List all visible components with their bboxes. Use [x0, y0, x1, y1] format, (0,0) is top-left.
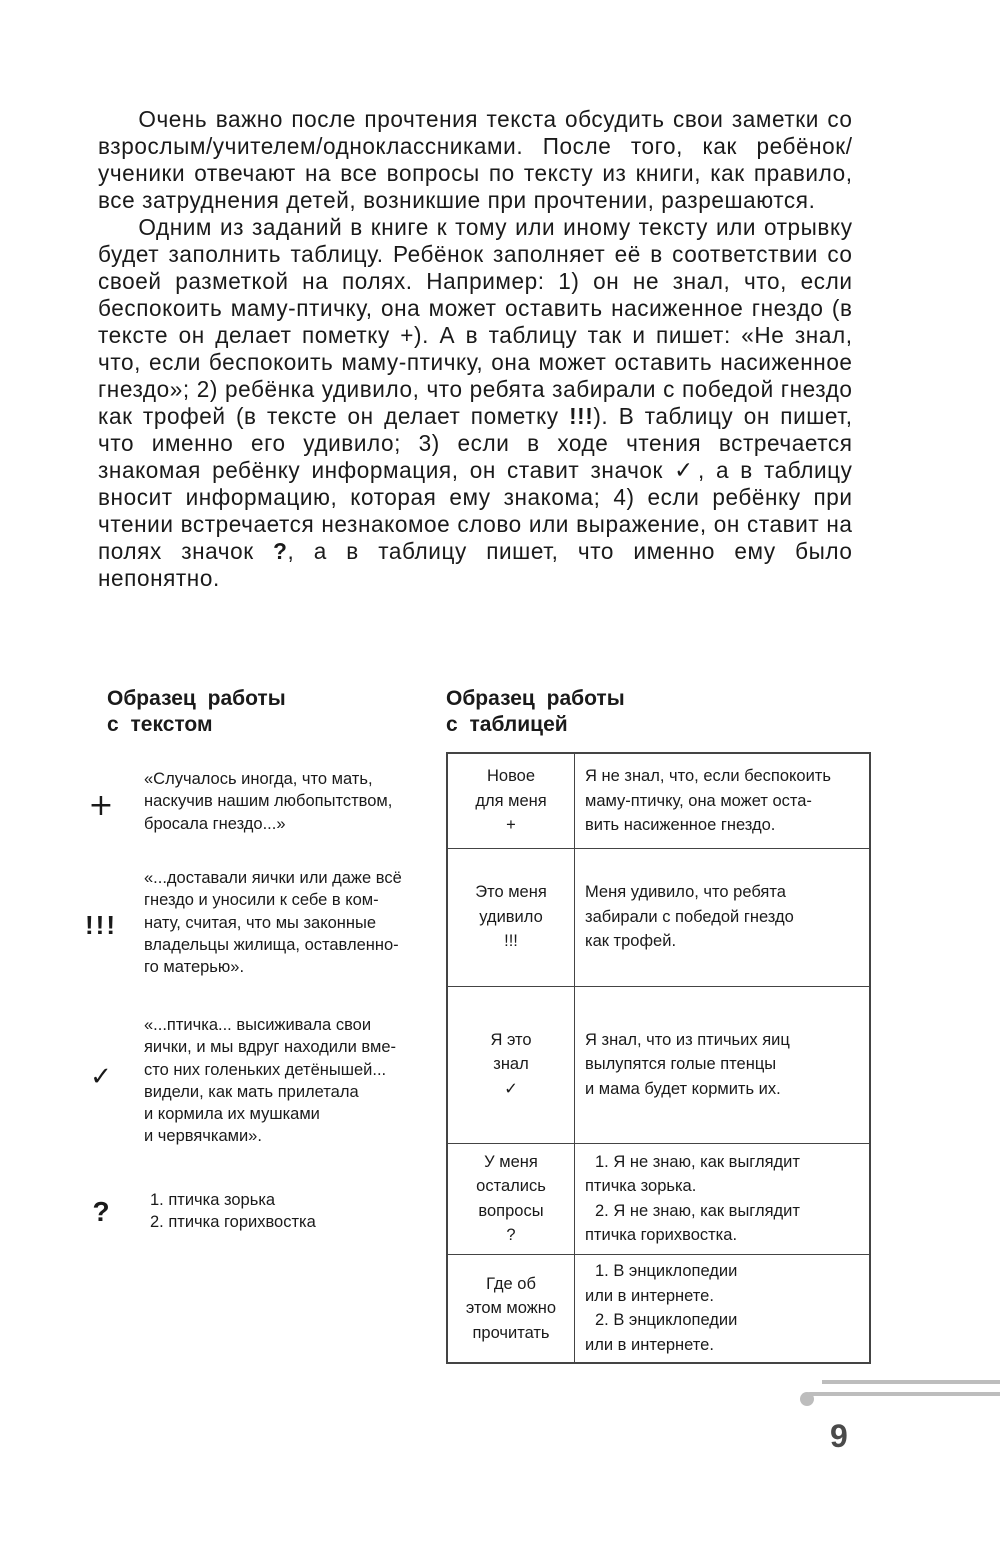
cell-line: знал: [493, 1055, 529, 1074]
paragraph-2-text: , а в таблицу вносит информацию, которая ему знакома; 4) если ребёнку при чтении встречается незнакомое слово или выражение, он ставит на полях значок: [98, 457, 853, 564]
question-list: [150, 1189, 450, 1234]
cell-line: Новое: [486, 767, 536, 785]
exclamation-mark-inline: !!!: [569, 403, 594, 429]
cell-line: вылупятся голые птенцы: [585, 1055, 777, 1074]
quote-line: бросала гнездо...»: [144, 814, 286, 833]
body-text: [98, 106, 853, 592]
quote-line: гнездо и уносили к себе в ком-: [144, 891, 379, 910]
question-icon: ?: [506, 1226, 516, 1244]
decorative-line: [806, 1392, 1000, 1396]
paragraph-2: [98, 214, 853, 592]
title-line: с текстом: [107, 713, 213, 736]
cell-line: маму-птичку, она может оста-: [585, 791, 812, 810]
cell-line: для меня: [475, 791, 547, 810]
checkmark-icon: ✓: [674, 457, 698, 483]
cell-line: как трофей.: [585, 932, 677, 951]
table-row: [447, 1254, 870, 1363]
category-cell: [447, 753, 575, 848]
paragraph-2-text: ). В таблицу он пишет, что именно его удивило; 3) если в ходе чтения встречается знакомая ребёнку информация, он ставит значок: [98, 403, 853, 483]
category-cell: [447, 1143, 575, 1254]
quote-line: яички, и мы вдруг находили вме-: [144, 1038, 397, 1057]
decorative-dot: [800, 1392, 814, 1406]
title-line: с таблицей: [446, 713, 568, 736]
table-row: [447, 753, 870, 848]
plus-icon: +: [506, 816, 516, 834]
answer-cell: [575, 1254, 871, 1363]
page-number: 9: [830, 1418, 848, 1454]
quote-line: го матерью».: [144, 958, 245, 977]
quote-line: и кормила их мушками: [144, 1105, 320, 1124]
title-line: Образец работы: [107, 687, 286, 710]
cell-line: Я это: [490, 1030, 532, 1049]
quote-line: «...птичка... высиживала свои: [144, 1016, 372, 1034]
quote-3: [144, 1014, 444, 1148]
answer-cell: [575, 986, 871, 1143]
exclamation-icon: !!!: [85, 910, 117, 940]
quote-1: [144, 768, 444, 835]
cell-line: Я знал, что из птичьих яиц: [585, 1030, 790, 1049]
text-sample-title: [107, 686, 286, 738]
answer-cell: [575, 753, 871, 848]
quote-line: видели, как мать прилетала: [144, 1082, 359, 1101]
cell-line: Я не знал, что, если беспокоить: [585, 767, 831, 785]
quote-line: наскучив нашим любопытством,: [144, 792, 393, 811]
paragraph-2-text: Одним из заданий в книге к тому или иному тексту или отрывку будет заполнить таблицу. Ребёнок заполняет её в соответствии со своей разметкой на полях. Например: 1) он не знал, что, если беспокоить маму-птичку, она может оставить насиженное гнездо (в тексте он делает пометку +). А в таблицу так и пишет: «Не знал, что, если беспокоить маму-птичку, она может оставить насиженное гнездо»; 2) ребёнка удивило, что ребята забирали с победой гнездо как трофей (в тексте он делает пометку: [98, 214, 853, 429]
decorative-line: [822, 1380, 1000, 1384]
answer-cell: [575, 848, 871, 986]
table-row: [447, 986, 870, 1143]
quote-line: сто них голеньких детёнышей...: [144, 1060, 387, 1079]
paragraph-2-text: , а в таблицу пишет, что именно ему было непонятно.: [98, 538, 853, 591]
cell-line: или в интернете.: [585, 1286, 714, 1305]
cell-line: забирали с победой гнездо: [585, 907, 794, 926]
cell-line: птичка зорька.: [585, 1177, 697, 1195]
paragraph-1: Очень важно после прочтения текста обсудить свои заметки со взрослым/учителем/одноклассниками. После того, как ребёнок/ученики отвечают на все вопросы по тексту из книги, как правило, все затруднения детей, возникшие при прочтении, разрешаются.: [98, 106, 853, 213]
table-row: [447, 848, 870, 986]
cell-line: вить насиженное гнездо.: [585, 816, 776, 834]
plus-icon: +: [88, 788, 114, 823]
answer-cell: [575, 1143, 871, 1254]
cell-line: удивило: [479, 907, 543, 926]
checkmark-icon: ✓: [90, 1062, 112, 1092]
cell-line: Где об: [486, 1274, 536, 1293]
cell-line: 2. Я не знаю, как выглядит: [595, 1201, 800, 1220]
cell-line: 1. В энциклопедии: [595, 1262, 738, 1281]
cell-line: У меня: [484, 1152, 538, 1171]
quote-line: «Случалось иногда, что мать,: [144, 770, 373, 788]
question-item: 1. птичка зорька: [150, 1191, 276, 1209]
cell-line: Это меня: [475, 883, 547, 902]
cell-line: вопросы: [478, 1201, 544, 1220]
quote-line: владельцы жилища, оставленно-: [144, 935, 399, 954]
quote-line: и червячками».: [144, 1127, 262, 1146]
sample-table: [446, 752, 871, 1364]
category-cell: [447, 986, 575, 1143]
cell-line: 1. Я не знаю, как выглядит: [595, 1152, 800, 1171]
question-icon: ?: [92, 1196, 110, 1227]
cell-line: прочитать: [472, 1323, 550, 1342]
title-line: Образец работы: [446, 687, 625, 710]
table-sample-title: [446, 686, 625, 738]
cell-line: 2. В энциклопедии: [595, 1311, 738, 1330]
cell-line: Меня удивило, что ребята: [585, 883, 786, 902]
cell-line: или в интернете.: [585, 1335, 714, 1354]
checkmark-icon: ✓: [504, 1079, 518, 1098]
cell-line: остались: [476, 1177, 546, 1195]
quote-line: нату, считая, что мы законные: [144, 913, 377, 932]
question-mark-inline: ?: [273, 538, 288, 564]
category-cell: [447, 848, 575, 986]
exclamation-icon: !!!: [504, 932, 518, 951]
category-cell: [447, 1254, 575, 1363]
cell-line: этом можно: [465, 1299, 557, 1317]
cell-line: птичка горихвостка.: [585, 1226, 738, 1244]
cell-line: и мама будет кормить их.: [585, 1079, 781, 1098]
table-row: [447, 1143, 870, 1254]
quote-2: [144, 867, 444, 978]
question-item: 2. птичка горихвостка: [150, 1213, 316, 1232]
quote-line: «...доставали яички или даже всё: [144, 869, 402, 887]
